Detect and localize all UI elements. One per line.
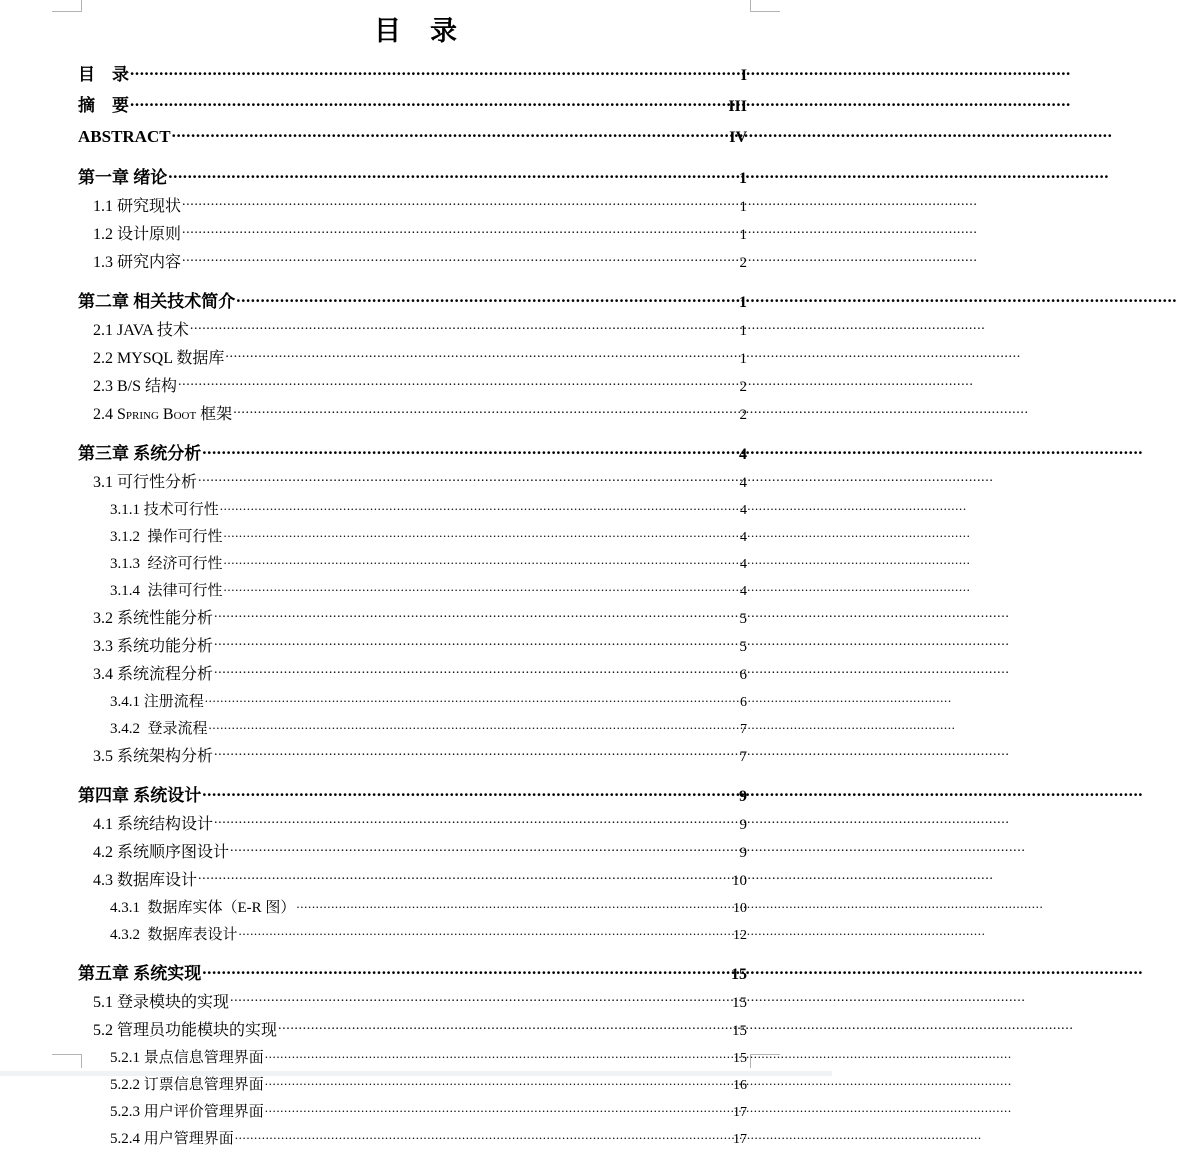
toc-entry[interactable] <box>0 439 832 469</box>
toc-entry[interactable] <box>0 91 832 122</box>
toc-entry-label: 3.5 系统架构分析 <box>93 748 214 765</box>
toc-entry[interactable] <box>0 317 832 345</box>
toc-entry-page-number: 9 <box>739 788 747 805</box>
toc-entry-page-number: 4 <box>740 584 747 599</box>
toc-entry-label: 3.3 系统功能分析 <box>93 638 214 655</box>
crop-mark-top-left-icon <box>52 0 82 14</box>
toc-entry[interactable] <box>0 345 832 373</box>
toc-entry-page-number: 4 <box>740 557 747 572</box>
toc-entry-page-number: 6 <box>739 667 747 683</box>
toc-entry[interactable] <box>0 922 832 949</box>
toc-entry[interactable] <box>0 163 832 193</box>
toc-entry[interactable] <box>0 401 832 429</box>
toc-entry[interactable] <box>0 1099 832 1126</box>
toc-entry[interactable] <box>0 551 832 578</box>
toc-entry[interactable] <box>0 633 832 661</box>
toc-entry[interactable] <box>0 867 832 895</box>
toc-entry[interactable] <box>0 743 832 771</box>
toc-entry-label: 第一章 绪论 <box>78 168 168 187</box>
toc-leader-dots <box>214 607 738 623</box>
toc-leader-dots <box>239 924 732 939</box>
toc-entry-label: 3.2 系统性能分析 <box>93 610 214 627</box>
toc-entry[interactable] <box>0 193 832 221</box>
toc-entry-label: 摘 要 <box>78 96 129 115</box>
toc-leader-dots <box>202 784 738 801</box>
toc-entry-label: ABSTRACT <box>78 127 171 146</box>
toc-entry-label: 3.1.1 技术可行性 <box>110 502 219 518</box>
toc-entry[interactable] <box>0 60 832 91</box>
toc-leader-dots <box>214 663 738 679</box>
toc-entry[interactable] <box>0 287 832 317</box>
toc-entry-label: 5.2.4 用户管理界面 <box>110 1131 234 1147</box>
table-of-contents <box>0 60 832 1153</box>
toc-leader-dots <box>198 869 731 885</box>
toc-entry[interactable] <box>0 895 832 922</box>
toc-entry[interactable] <box>0 221 832 249</box>
toc-entry-page-number: 6 <box>740 695 747 710</box>
toc-leader-dots <box>225 347 738 363</box>
toc-leader-dots <box>205 691 739 706</box>
toc-leader-dots <box>190 319 739 335</box>
toc-leader-dots <box>182 251 738 267</box>
toc-entry-page-number: 1 <box>739 351 747 367</box>
toc-leader-dots <box>296 897 732 912</box>
toc-leader-dots <box>224 553 739 568</box>
toc-entry-page-number: 2 <box>739 407 747 423</box>
toc-entry[interactable] <box>0 605 832 633</box>
toc-leader-dots <box>209 718 739 733</box>
toc-entry-label: 2.2 MYSQL 数据库 <box>93 350 225 367</box>
toc-entry-label: 1.1 研究现状 <box>93 198 182 215</box>
toc-entry-page-number: 17 <box>733 1132 747 1147</box>
toc-entry-page-number: 1 <box>739 170 747 187</box>
toc-leader-dots <box>265 1074 732 1089</box>
toc-entry-label: 3.1.4 法律可行性 <box>110 583 223 599</box>
toc-entry[interactable] <box>0 373 832 401</box>
toc-entry-page-number: 10 <box>732 873 747 889</box>
toc-entry-page-number: III <box>728 98 747 115</box>
toc-entry-page-number: 10 <box>733 901 747 916</box>
toc-leader-dots <box>224 580 739 595</box>
toc-entry-page-number: IV <box>729 129 747 146</box>
toc-entry-label: 1.2 设计原则 <box>93 226 182 243</box>
toc-entry-page-number: 4 <box>740 530 747 545</box>
toc-leader-dots <box>182 195 738 211</box>
toc-entry-label: 第五章 系统实现 <box>78 964 202 983</box>
toc-entry[interactable] <box>0 716 832 743</box>
toc-entry-label: 3.1 可行性分析 <box>93 474 198 491</box>
toc-leader-dots <box>130 94 727 111</box>
toc-entry-label: 3.1.2 操作可行性 <box>110 529 223 545</box>
toc-entry-page-number: 9 <box>739 845 747 861</box>
toc-entry-label: 3.4 系统流程分析 <box>93 666 214 683</box>
toc-entry-page-number: 2 <box>739 255 747 271</box>
toc-entry-label: 3.4.2 登录流程 <box>110 721 208 737</box>
toc-entry-label: 2.1 JAVA 技术 <box>93 322 189 339</box>
toc-entry-label: 4.3.2 数据库表设计 <box>110 927 238 943</box>
toc-entry-page-number: 4 <box>740 503 747 518</box>
toc-entry[interactable] <box>0 661 832 689</box>
page-title: 目 录 <box>374 16 458 46</box>
toc-leader-dots <box>220 499 739 514</box>
toc-entry-label: 5.2.1 景点信息管理界面 <box>110 1050 264 1066</box>
toc-entry-page-number: 1 <box>739 294 747 311</box>
toc-entry-page-number: 4 <box>739 446 747 463</box>
toc-entry[interactable] <box>0 249 832 277</box>
toc-entry[interactable] <box>0 839 832 867</box>
toc-leader-dots <box>224 526 739 541</box>
toc-entry-page-number: 15 <box>733 1051 747 1066</box>
toc-entry-page-number: 15 <box>732 1023 747 1039</box>
toc-leader-dots <box>214 745 738 761</box>
toc-entry[interactable] <box>0 689 832 716</box>
toc-entry[interactable] <box>0 578 832 605</box>
toc-entry-page-number: 15 <box>731 966 747 983</box>
toc-leader-dots <box>182 223 738 239</box>
toc-entry[interactable] <box>0 524 832 551</box>
toc-entry[interactable] <box>0 1017 832 1045</box>
toc-leader-dots <box>172 125 729 142</box>
toc-leader-dots <box>202 442 738 459</box>
toc-entry[interactable] <box>0 811 832 839</box>
toc-entry-label: 5.1 登录模块的实现 <box>93 994 230 1011</box>
toc-entry-page-number: 1 <box>739 323 747 339</box>
toc-entry-label: 第二章 相关技术简介 <box>78 292 236 311</box>
toc-entry-label: 4.3.1 数据库实体（E-R 图） <box>110 900 296 916</box>
toc-entry-label: 4.3 数据库设计 <box>93 872 198 889</box>
toc-entry-page-number: 7 <box>740 722 747 737</box>
toc-entry-page-number: 5 <box>739 639 747 655</box>
toc-leader-dots <box>233 403 738 419</box>
toc-entry-page-number: 5 <box>739 611 747 627</box>
toc-entry-page-number: 1 <box>739 227 747 243</box>
toc-leader-dots <box>178 375 738 391</box>
toc-entry[interactable] <box>0 781 832 811</box>
toc-entry[interactable] <box>0 1072 832 1099</box>
toc-entry-label: 5.2 管理员功能模块的实现 <box>93 1022 278 1039</box>
toc-entry-label: 1.3 研究内容 <box>93 254 182 271</box>
toc-leader-dots <box>230 841 738 857</box>
toc-entry[interactable] <box>0 469 832 497</box>
toc-leader-dots <box>130 63 740 80</box>
toc-leader-dots <box>278 1019 731 1035</box>
toc-entry[interactable] <box>0 1045 832 1072</box>
toc-entry-page-number: 12 <box>733 928 747 943</box>
toc-entry-page-number: 1 <box>739 199 747 215</box>
toc-leader-dots <box>214 635 738 651</box>
toc-entry-label: 5.2.2 订票信息管理界面 <box>110 1077 264 1093</box>
toc-entry-label: 4.1 系统结构设计 <box>93 816 214 833</box>
toc-entry-page-number: 17 <box>733 1105 747 1120</box>
toc-entry-page-number: I <box>740 67 747 84</box>
toc-entry-label: 目 录 <box>78 65 129 84</box>
toc-leader-dots <box>202 962 730 979</box>
toc-leader-dots <box>230 991 731 1007</box>
toc-entry-page-number: 9 <box>739 817 747 833</box>
toc-entry-page-number: 7 <box>739 749 747 765</box>
toc-entry[interactable] <box>0 122 832 153</box>
crop-mark-top-right-icon <box>750 0 780 14</box>
toc-leader-dots <box>214 813 738 829</box>
toc-leader-dots <box>265 1101 732 1116</box>
toc-entry-label: 第四章 系统设计 <box>78 786 202 805</box>
toc-entry-page-number: 2 <box>739 379 747 395</box>
toc-entry[interactable] <box>0 497 832 524</box>
toc-entry-label: 3.4.1 注册流程 <box>110 694 204 710</box>
toc-entry[interactable] <box>0 989 832 1017</box>
toc-entry[interactable] <box>0 1126 832 1153</box>
toc-entry-label: 2.3 B/S 结构 <box>93 378 178 395</box>
toc-leader-dots <box>236 290 738 307</box>
toc-entry-page-number: 16 <box>733 1078 747 1093</box>
toc-leader-dots <box>198 471 738 487</box>
toc-leader-dots <box>235 1128 732 1143</box>
toc-leader-dots <box>265 1047 732 1062</box>
toc-entry-label: 第三章 系统分析 <box>78 444 202 463</box>
toc-entry-label: 3.1.3 经济可行性 <box>110 556 223 572</box>
toc-entry-page-number: 15 <box>732 995 747 1011</box>
toc-entry-label: 2.4 Spring Boot 框架 <box>93 406 233 423</box>
toc-entry-page-number: 4 <box>739 475 747 491</box>
toc-entry-label: 5.2.3 用户评价管理界面 <box>110 1104 264 1120</box>
toc-leader-dots <box>168 166 738 183</box>
toc-entry-label: 4.2 系统顺序图设计 <box>93 844 230 861</box>
toc-entry[interactable] <box>0 959 832 989</box>
page-edge-strip <box>0 1071 832 1076</box>
